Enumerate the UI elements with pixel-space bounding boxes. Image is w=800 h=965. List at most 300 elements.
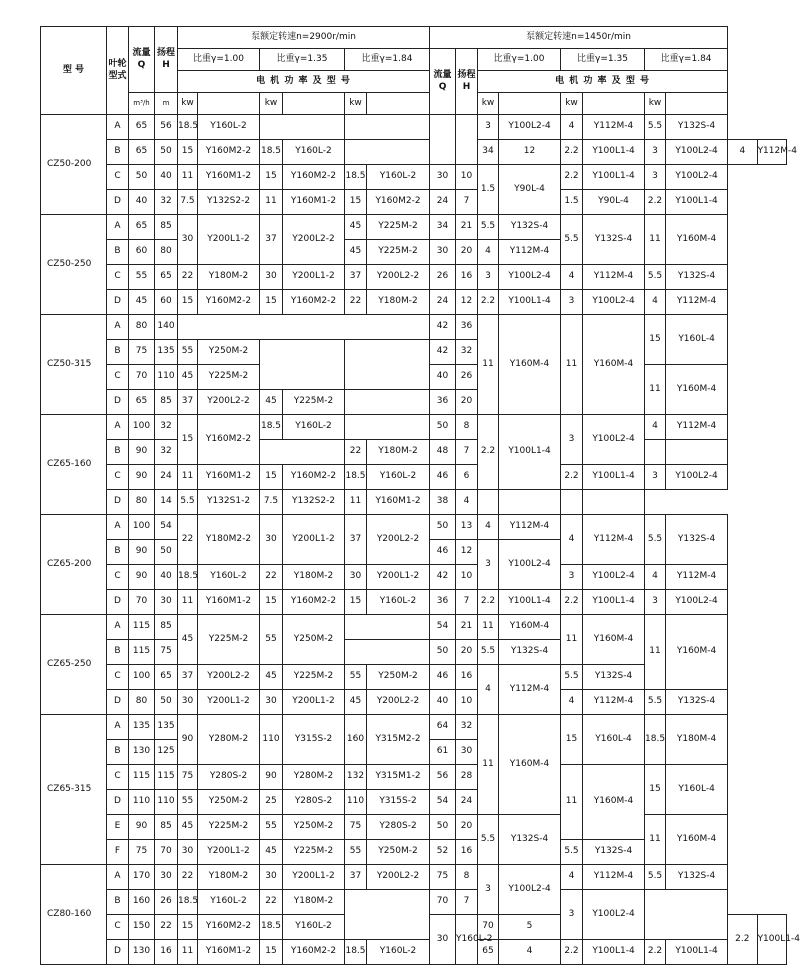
value-cell: 5.5 (645, 265, 666, 290)
impeller-type-cell: B (107, 640, 129, 665)
motor-model-cell: Y160M1-2 (198, 465, 260, 490)
value-cell: 70 (155, 840, 178, 865)
impeller-type-cell: D (107, 590, 129, 615)
value-cell: 110 (155, 790, 178, 815)
value-cell: 55 (345, 840, 367, 865)
value-cell: 80 (129, 490, 155, 515)
value-cell: 2.2 (728, 915, 757, 965)
value-cell: 36 (430, 390, 456, 415)
value-cell: 1.5 (561, 190, 583, 215)
value-cell: 5.5 (478, 815, 499, 865)
value-cell: 80 (129, 315, 155, 340)
value-cell: 22 (155, 915, 178, 940)
value-cell: 11 (178, 165, 198, 190)
motor-model-cell: Y200L1-2 (367, 565, 430, 590)
value-cell: 61 (430, 740, 456, 765)
motor-model-cell: Y200L1-2 (198, 840, 260, 865)
value-cell: 11 (645, 615, 666, 690)
motor-model-cell: Y160L-2 (283, 140, 345, 165)
value-cell: 46 (430, 465, 456, 490)
empty-cell (456, 115, 478, 165)
motor-model-cell: Y112M-4 (583, 690, 645, 715)
motor-model-cell: Y160M2-2 (283, 290, 345, 315)
value-cell: 80 (129, 690, 155, 715)
value-cell: 22 (178, 265, 198, 290)
motor-model-cell: Y160L-2 (283, 415, 345, 440)
head-unit: m (155, 93, 178, 115)
value-cell: 4 (561, 515, 583, 565)
motor-model-cell: Y160L-2 (367, 940, 430, 965)
impeller-type-cell: E (107, 815, 129, 840)
value-cell: 32 (155, 440, 178, 465)
value-cell: 30 (260, 865, 283, 890)
empty-cell (345, 390, 430, 415)
value-cell: 11 (645, 215, 666, 265)
value-cell: 45 (178, 815, 198, 840)
value-cell: 40 (430, 365, 456, 390)
motor-model-cell: Y132S2-2 (283, 490, 345, 515)
value-cell: 3 (561, 290, 583, 315)
motor-model-cell: Y315M2-2 (367, 715, 430, 765)
value-cell: 7.5 (178, 190, 198, 215)
value-cell: 2.2 (645, 940, 666, 965)
impeller-type-cell: B (107, 890, 129, 915)
value-cell: 140 (155, 315, 178, 340)
motor-model-cell: Y100L2-4 (666, 140, 728, 165)
empty-cell (345, 140, 430, 165)
empty-cell (430, 115, 456, 165)
value-cell: 12 (456, 290, 478, 315)
impeller-type-cell: D (107, 290, 129, 315)
value-cell: 30 (260, 690, 283, 715)
value-cell: 15 (345, 190, 367, 215)
motor-model-cell: Y280S-2 (367, 815, 430, 840)
empty-cell (260, 440, 345, 465)
value-cell: 4 (478, 665, 499, 715)
motor-model-cell: Y160M-4 (499, 715, 561, 815)
value-cell: 75 (129, 840, 155, 865)
motor-model-cell: Y180M-4 (666, 715, 728, 765)
value-cell: 100 (129, 515, 155, 540)
motor-model-cell: Y200L1-2 (198, 215, 260, 265)
table-body (41, 27, 800, 965)
model-cell: CZ65-200 (41, 515, 107, 615)
motor-model-cell: Y132S1-2 (198, 490, 260, 515)
motor-model-cell: Y160L-4 (583, 715, 645, 765)
flow-header: 流量Q (129, 27, 155, 93)
value-cell: 160 (129, 890, 155, 915)
value-cell: 45 (178, 615, 198, 665)
table-row (41, 715, 787, 740)
value-cell: 11 (561, 315, 583, 415)
motor-model-cell: Y225M-2 (198, 615, 260, 665)
motor-model-cell: Y160M1-2 (198, 940, 260, 965)
value-cell: 3 (478, 115, 499, 140)
value-cell: 32 (456, 340, 478, 365)
value-cell: 6 (456, 465, 478, 490)
motor-model-cell: Y160M-4 (499, 315, 561, 415)
value-cell: 55 (178, 790, 198, 815)
value-cell: 4 (456, 490, 478, 515)
motor-model-cell: Y160M-4 (583, 315, 645, 415)
impeller-type-cell: C (107, 165, 129, 190)
motor-model-cell: Y132S2-2 (198, 190, 260, 215)
value-cell: 24 (155, 465, 178, 490)
motor-model-cell: Y160M2-2 (283, 465, 345, 490)
value-cell: 15 (178, 915, 198, 940)
value-cell: 4 (561, 865, 583, 890)
value-cell: 26 (430, 265, 456, 290)
value-cell: 45 (129, 290, 155, 315)
empty-cell (345, 115, 430, 140)
value-cell: 21 (456, 215, 478, 240)
value-cell: 11 (260, 190, 283, 215)
value-cell: 7 (456, 890, 478, 915)
empty-cell (499, 490, 561, 515)
motor-model-cell: Y132S-4 (499, 215, 561, 240)
value-cell: 4 (561, 265, 583, 290)
value-cell: 30 (155, 590, 178, 615)
motor-model-cell: Y280S-2 (198, 765, 260, 790)
value-cell: 80 (155, 240, 178, 265)
header-row (41, 93, 787, 115)
motor-model-cell: Y280M-2 (198, 715, 260, 765)
value-cell: 30 (155, 865, 178, 890)
value-cell: 18.5 (345, 165, 367, 190)
value-cell: 50 (155, 540, 178, 565)
value-cell: 28 (456, 765, 478, 790)
value-cell: 26 (155, 890, 178, 915)
value-cell: 32 (456, 715, 478, 740)
value-cell: 22 (260, 890, 283, 915)
value-cell: 16 (456, 840, 478, 865)
empty-cell (367, 93, 430, 115)
impeller-type-cell: D (107, 940, 129, 965)
motor-model-cell: Y200L1-2 (283, 690, 345, 715)
motor-model-cell: Y132S-4 (583, 665, 645, 690)
value-cell: 115 (155, 765, 178, 790)
motor-model-cell: Y160M2-2 (283, 165, 345, 190)
value-cell: 22 (178, 865, 198, 890)
value-cell: 65 (129, 390, 155, 415)
value-cell: 15 (178, 140, 198, 165)
value-cell: 45 (260, 390, 283, 415)
impeller-type-cell: B (107, 140, 129, 165)
motor-model-cell: Y160L-2 (198, 890, 260, 915)
motor-model-cell: Y250M-2 (283, 615, 345, 665)
sg-135-header: 比重γ=1.35 (260, 49, 345, 71)
motor-model-cell: Y315M1-2 (367, 765, 430, 790)
motor-model-cell: Y112M-4 (757, 140, 786, 165)
motor-model-cell: Y225M-2 (367, 240, 430, 265)
empty-cell (178, 315, 430, 340)
value-cell: 85 (155, 615, 178, 640)
motor-model-cell: Y200L2-2 (198, 390, 260, 415)
motor-model-cell: Y160L-2 (456, 915, 478, 965)
value-cell: 40 (129, 190, 155, 215)
value-cell: 3 (561, 415, 583, 465)
value-cell: 5.5 (478, 215, 499, 240)
value-cell: 11 (478, 715, 499, 815)
value-cell: 45 (345, 215, 367, 240)
value-cell: 110 (260, 715, 283, 765)
value-cell: 85 (155, 815, 178, 840)
value-cell: 56 (430, 765, 456, 790)
value-cell: 30 (345, 565, 367, 590)
value-cell: 115 (129, 640, 155, 665)
value-cell: 18.5 (260, 915, 283, 940)
value-cell: 5.5 (561, 215, 583, 265)
motor-model-cell: Y132S-4 (583, 840, 645, 865)
value-cell: 7 (456, 440, 478, 465)
impeller-type-cell: C (107, 665, 129, 690)
model-cell: CZ65-315 (41, 715, 107, 865)
model-cell: CZ80-160 (41, 865, 107, 965)
motor-model-cell: Y160M-4 (666, 215, 728, 265)
motor-model-cell: Y225M-2 (367, 215, 430, 240)
value-cell: 4 (561, 115, 583, 140)
value-cell: 22 (260, 565, 283, 590)
impeller-type-cell: C (107, 265, 129, 290)
value-cell: 45 (260, 840, 283, 865)
value-cell: 30 (178, 840, 198, 865)
motor-model-cell: Y112M-4 (583, 515, 645, 565)
value-cell: 64 (430, 715, 456, 740)
value-cell: 110 (155, 365, 178, 390)
motor-model-cell: Y100L2-4 (666, 165, 728, 190)
value-cell: 65 (129, 115, 155, 140)
motor-model-cell: Y180M-2 (283, 565, 345, 590)
motor-model-cell: Y250M-2 (198, 340, 260, 365)
value-cell: 2.2 (478, 290, 499, 315)
motor-model-cell: Y180M2-2 (198, 515, 260, 565)
value-cell: 90 (260, 765, 283, 790)
motor-model-cell: Y225M-2 (198, 365, 260, 390)
motor-model-cell: Y100L1-4 (583, 165, 645, 190)
value-cell: 16 (155, 940, 178, 965)
motor-model-cell: Y132S-4 (583, 215, 645, 265)
motor-model-cell: Y112M-4 (583, 865, 645, 890)
value-cell: 18.5 (345, 940, 367, 965)
value-cell: 70 (129, 365, 155, 390)
table-row (41, 565, 787, 590)
motor-model-cell: Y100L2-4 (666, 590, 728, 615)
value-cell: 4 (728, 140, 757, 165)
motor-model-cell: Y160L-2 (367, 465, 430, 490)
empty-cell (561, 490, 583, 515)
value-cell: 115 (129, 765, 155, 790)
value-cell: 42 (430, 340, 456, 365)
motor-model-cell: Y100L1-4 (757, 915, 786, 965)
value-cell: 45 (260, 665, 283, 690)
motor-model-cell: Y100L2-4 (666, 465, 728, 490)
motor-model-cell: Y250M-2 (367, 840, 430, 865)
value-cell: 12 (456, 540, 478, 565)
impeller-type-cell: B (107, 740, 129, 765)
value-cell: 11 (478, 615, 499, 640)
value-cell: 3 (478, 865, 499, 915)
motor-model-cell: Y280M-2 (283, 765, 345, 790)
motor-model-cell: Y132S-4 (666, 690, 728, 715)
value-cell: 18.5 (178, 565, 198, 590)
motor-model-cell: Y160M-4 (499, 615, 561, 640)
value-cell: 18.5 (345, 465, 367, 490)
motor-model-cell: Y160M2-2 (198, 290, 260, 315)
motor-model-cell: Y90L-4 (583, 190, 645, 215)
table-row (41, 140, 787, 165)
value-cell: 15 (260, 290, 283, 315)
impeller-type-cell: B (107, 240, 129, 265)
flow-unit: m³/h (129, 93, 155, 115)
impeller-type-cell: C (107, 365, 129, 390)
value-cell: 15 (260, 465, 283, 490)
table-row (41, 690, 787, 715)
value-cell: 30 (430, 165, 456, 190)
motor-model-cell: Y160M-4 (666, 815, 728, 865)
motor-model-cell: Y160M2-2 (283, 590, 345, 615)
impeller-type-cell: C (107, 565, 129, 590)
motor-model-cell: Y225M-2 (283, 665, 345, 690)
value-cell: 7.5 (260, 490, 283, 515)
value-cell: 2.2 (561, 165, 583, 190)
value-cell: 55 (260, 815, 283, 840)
motor-model-cell: Y200L2-2 (367, 865, 430, 890)
motor-model-cell: Y160M-4 (666, 615, 728, 690)
motor-model-cell: Y90L-4 (499, 165, 561, 215)
motor-model-cell: Y100L2-4 (499, 265, 561, 290)
empty-cell (345, 615, 430, 640)
value-cell: 18.5 (260, 415, 283, 440)
sg-100-header: 比重γ=1.00 (178, 49, 260, 71)
value-cell: 11 (645, 815, 666, 865)
motor-model-cell: Y225M-2 (283, 840, 345, 865)
motor-model-cell: Y132S-4 (666, 865, 728, 890)
motor-model-cell: Y160M1-2 (283, 190, 345, 215)
impeller-type-cell: A (107, 115, 129, 140)
value-cell: 34 (478, 140, 499, 165)
empty-cell (198, 93, 260, 115)
motor-model-cell: Y200L2-2 (367, 690, 430, 715)
model-cell: CZ65-250 (41, 615, 107, 715)
motor-model-cell: Y200L1-2 (283, 515, 345, 565)
motor-model-cell: Y100L2-4 (583, 890, 645, 940)
value-cell: 2.2 (478, 415, 499, 490)
value-cell: 5.5 (645, 690, 666, 715)
motor-model-cell: Y160L-2 (283, 915, 345, 940)
motor-model-cell: Y160M2-2 (283, 940, 345, 965)
empty-cell (583, 93, 645, 115)
motor-model-cell: Y100L1-4 (499, 290, 561, 315)
value-cell: 8 (456, 865, 478, 890)
value-cell: 18.5 (260, 140, 283, 165)
value-cell: 50 (430, 515, 456, 540)
kw-header: kw (260, 93, 283, 115)
value-cell: 36 (456, 315, 478, 340)
value-cell: 18.5 (645, 715, 666, 765)
kw-header: kw (345, 93, 367, 115)
value-cell: 15 (645, 765, 666, 815)
value-cell: 100 (129, 665, 155, 690)
motor-model-cell: Y160M-4 (666, 365, 728, 415)
impeller-type-cell: B (107, 540, 129, 565)
value-cell: 24 (430, 190, 456, 215)
motor-model-cell: Y160L-2 (198, 565, 260, 590)
head-header: 扬程H (155, 27, 178, 93)
value-cell: 50 (430, 415, 456, 440)
value-cell: 4 (645, 565, 666, 590)
value-cell: 5 (499, 915, 561, 940)
motor-model-cell: Y200L2-2 (198, 665, 260, 690)
value-cell: 135 (129, 715, 155, 740)
value-cell: 2.2 (561, 590, 583, 615)
value-cell: 10 (456, 690, 478, 715)
empty-cell (666, 440, 728, 465)
impeller-type-cell: A (107, 715, 129, 740)
motor-model-cell: Y200L1-2 (283, 265, 345, 290)
pump-motor-table (40, 26, 800, 965)
kw-header: kw (178, 93, 198, 115)
impeller-header: 叶轮型式 (107, 27, 129, 115)
motor-model-cell: Y160M2-2 (198, 415, 260, 465)
motor-model-cell: Y225M-2 (283, 390, 345, 415)
empty-cell (645, 890, 728, 940)
motor-model-cell: Y160L-2 (367, 590, 430, 615)
kw-header: kw (561, 93, 583, 115)
value-cell: 5.5 (645, 865, 666, 890)
value-cell: 55 (178, 340, 198, 365)
sg-135-header: 比重γ=1.35 (561, 49, 645, 71)
value-cell: 170 (129, 865, 155, 890)
value-cell: 90 (129, 465, 155, 490)
table-row (41, 940, 787, 965)
value-cell: 42 (430, 315, 456, 340)
motor-model-cell: Y132S-4 (499, 640, 561, 665)
value-cell: 14 (155, 490, 178, 515)
empty-cell (260, 115, 345, 140)
motor-model-cell: Y112M-4 (666, 290, 728, 315)
table-row (41, 190, 787, 215)
empty-cell (260, 340, 345, 390)
table-row (41, 490, 787, 515)
value-cell: 37 (345, 865, 367, 890)
motor-model-cell: Y112M-4 (583, 115, 645, 140)
motor-model-cell: Y100L1-4 (499, 590, 561, 615)
value-cell: 54 (155, 515, 178, 540)
motor-model-cell: Y200L2-2 (367, 515, 430, 565)
flow-header: 流量Q (430, 49, 456, 115)
value-cell: 11 (645, 365, 666, 415)
value-cell: 65 (129, 140, 155, 165)
value-cell: 54 (430, 790, 456, 815)
value-cell: 45 (178, 365, 198, 390)
value-cell: 32 (155, 190, 178, 215)
value-cell: 75 (345, 815, 367, 840)
model-cell: CZ50-315 (41, 315, 107, 415)
value-cell: 150 (129, 915, 155, 940)
impeller-type-cell: C (107, 465, 129, 490)
empty-cell (345, 415, 430, 440)
value-cell: 40 (155, 165, 178, 190)
motor-model-cell: Y200L1-2 (283, 865, 345, 890)
impeller-type-cell: A (107, 515, 129, 540)
impeller-type-cell: C (107, 915, 129, 940)
empty-cell (583, 490, 645, 515)
motor-header: 电 机 功 率 及 型 号 (178, 71, 430, 93)
table-row (41, 590, 787, 615)
empty-cell (345, 340, 430, 390)
impeller-type-cell: D (107, 390, 129, 415)
impeller-type-cell: C (107, 765, 129, 790)
